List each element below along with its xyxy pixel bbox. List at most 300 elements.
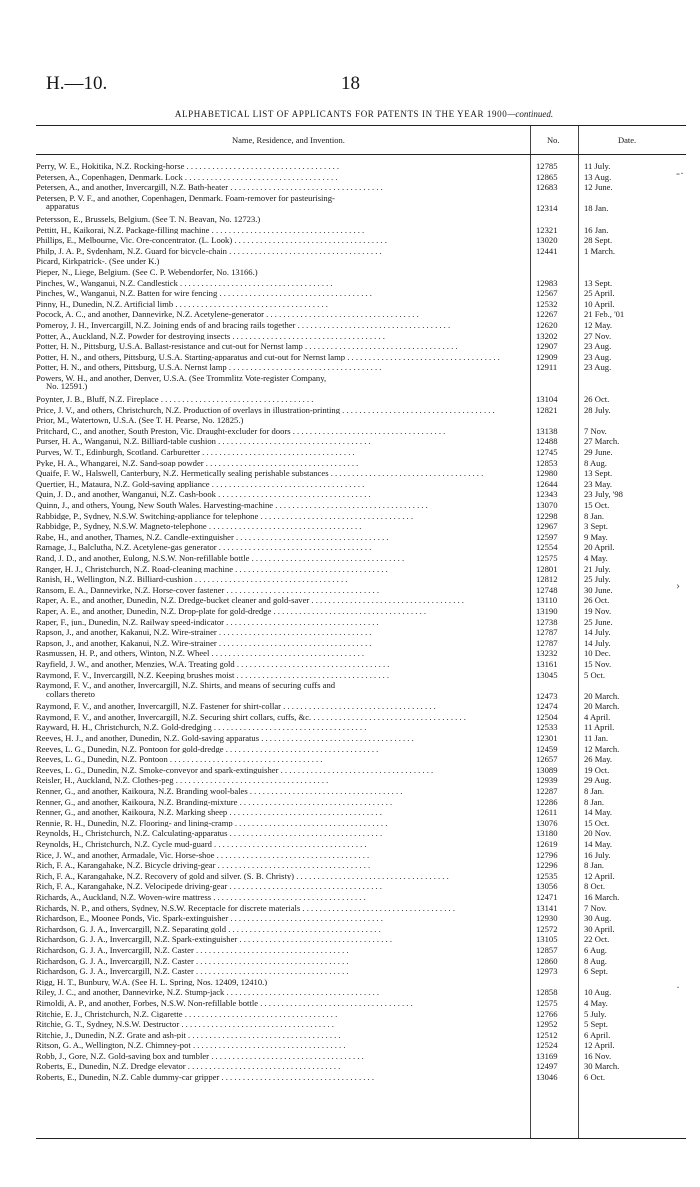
application-date: 4 May. (584, 997, 608, 1008)
applicant-text-continued: apparatus (46, 201, 79, 211)
patent-number: 12301 (536, 733, 558, 744)
application-date: 15 Oct. (584, 817, 610, 828)
table-title-continued: —continued. (507, 109, 554, 119)
table-row (36, 660, 686, 671)
column-header-date: Date. (618, 135, 637, 145)
applicant-entry (36, 522, 528, 531)
applicant-entry (36, 321, 528, 330)
applicant-text: Potter, H. N., Pittsburg, U.S.A. Ballast-resistance and cut-out for Nernst lamp (36, 342, 303, 351)
applicant-text: Renner, G., and another, Kaikoura, N.Z. Marking sheep (36, 808, 228, 817)
dot-leader: . . . . . . . . . . . . . . . . . . . . . . . . . . . . . . . . . . . . (302, 342, 458, 351)
application-date: 29 June. (584, 447, 613, 458)
applicant-text: Rich, F. A., Karangahake, N.Z. Bicycle driving-gear (36, 861, 216, 870)
dot-leader: . . . . . . . . . . . . . . . . . . . . . . . . . . . . . . . . . . . . (209, 649, 365, 658)
dot-leader: . . . . . . . . . . . . . . . . . . . . . . . . . . . . . . . . . . . . (271, 606, 427, 616)
patent-number: 12497 (536, 1061, 558, 1072)
applicant-text-continued: No. 12591.) (46, 381, 88, 392)
patent-number: 13110 (536, 595, 558, 606)
column-header-name: Name, Residence, and Invention. (232, 135, 345, 145)
dot-leader: . . . . . . . . . . . . . . . . . . . . . . . . . . . . . . . . . . . . (227, 829, 383, 838)
patent-number: 12296 (536, 860, 558, 871)
applicant-text: Philp, J. A. P., Sydenham, N.Z. Guard for bicycle-chain (36, 246, 227, 256)
applicant-entry (36, 236, 528, 245)
application-date: 8 Jan. (584, 786, 605, 797)
dot-leader: . . . . . . . . . . . . . . . . . . . . . . . . . . . . . . . . . . . . (278, 765, 434, 775)
applicant-text: Richardson, G. J. A., Invercargill, N.Z. Caster (36, 945, 194, 955)
table-row (36, 607, 686, 618)
patent-number: 13169 (536, 1050, 558, 1061)
applicant-entry (36, 776, 528, 785)
application-date: 20 Nov. (584, 828, 612, 839)
applicant-entry (36, 713, 528, 722)
applicant-entry (36, 533, 528, 542)
application-date: 19 Nov. (584, 605, 612, 616)
applicant-entry (36, 639, 528, 648)
application-date: 7 Nov. (584, 902, 607, 913)
applicant-text: Reynolds, H., Christchurch, N.Z. Cycle mud-guard (36, 840, 212, 849)
application-date: 11 July. (584, 161, 611, 171)
applicant-text: Rayfield, J. W., and another, Menzies, W.A. Treating gold (36, 659, 235, 669)
applicant-entry (36, 565, 528, 574)
applicant-entry (36, 618, 528, 627)
dot-leader: . . . . . . . . . . . . . . . . . . . . . . . . . . . . . . . . . . . . (295, 320, 451, 330)
dot-leader: . . . . . . . . . . . . . . . . . . . . . . . . . . . . . . . . . . . . (193, 967, 349, 976)
applicant-text: Raper, F., jun., Dunedin, N.Z. Railway speed-indicator (36, 617, 224, 627)
applicant-entry (36, 755, 528, 764)
application-date: 15 Oct. (584, 500, 610, 510)
patent-number: 12939 (536, 775, 558, 786)
patent-number: 12267 (536, 309, 558, 320)
patent-number: 12554 (536, 542, 558, 553)
applicant-entry (36, 1073, 528, 1082)
applicant-text: Pinches, W., Wanganui, N.Z. Batten for wire fencing (36, 289, 218, 298)
patent-number: 12865 (536, 171, 558, 182)
patent-number: 12314 (536, 203, 558, 214)
dot-leader: . . . . . . . . . . . . . . . . . . . . . . . . . . . . . . . . . . . . (211, 892, 366, 902)
patent-number: 13232 (536, 648, 558, 659)
dot-leader: . . . . . . . . . . . . . . . . . . . . . . . . . . . . . . . . . . . . (232, 236, 387, 245)
patent-number: 13045 (536, 669, 558, 680)
application-date: 28 July. (584, 404, 611, 415)
applicant-text: Richards, N. P., and others, Sydney, N.S.W. Receptacle for discrete materials (36, 903, 301, 913)
application-date: 20 March. (584, 701, 620, 712)
table-row (36, 257, 686, 268)
applicant-text: Pieper, N., Liege, Belgium. (See C. P. Webendorfer, No. 13166.) (36, 267, 258, 277)
dot-leader: . . . . . . . . . . . . . . . . . . . . . . . . . . . . . . . . . . . . (227, 808, 382, 817)
patent-number: 12321 (536, 224, 558, 235)
application-date: 23 Aug. (584, 351, 612, 362)
application-date: 23 Aug. (584, 362, 612, 373)
application-date: 30 April. (584, 923, 615, 934)
applicant-text: Reisler, H., Auckland, N.Z. Clothes-peg (36, 776, 174, 786)
applicant-entry (36, 353, 528, 362)
patent-number: 12967 (536, 521, 558, 532)
application-date: 8 Jan. (584, 860, 605, 871)
applicant-text: Quin, J. D., and another, Wanganui, N.Z. Cash-book (36, 490, 216, 499)
applicant-text: Raper, A. E., and another, Dunedin, N.Z. Drop-plate for gold-dredge (36, 606, 272, 616)
applicant-text: Quertier, H., Mataura, N.Z. Gold-saving appliance (36, 479, 210, 489)
dot-leader: . . . . . . . . . . . . . . . . . . . . . . . . . . . . . . . . . . . . (228, 914, 383, 923)
applicant-entry (36, 851, 528, 860)
application-date: 11 Jan. (584, 733, 609, 744)
patent-number: 12572 (536, 923, 558, 934)
application-date: 14 May. (584, 807, 613, 818)
dot-leader: . . . . . . . . . . . . . . . . . . . . . . . . . . . . . . . . . . . . (209, 1051, 364, 1061)
dot-leader: . . . . . . . . . . . . . . . . . . . . . . . . . . . . . . . . . . . . (224, 585, 379, 595)
applicant-text: Potter, A., Auckland, N.Z. Powder for destroying insects (36, 331, 231, 341)
dot-leader: . . . . . . . . . . . . . . . . . . . . . . . . . . . . . . . . . . . . (179, 1020, 334, 1029)
table-row (36, 893, 686, 904)
table-row (36, 247, 686, 258)
column-header-no: No. (547, 135, 560, 145)
table-row (36, 999, 686, 1010)
application-date: 12 March. (584, 743, 620, 754)
applicant-entry (36, 395, 528, 404)
applicant-text: Phillips, E., Melbourne, Vic. Ore-concentrator. (L. Look) (36, 236, 233, 245)
dot-leader: . . . . . . . . . . . . . . . . . . . . . . . . . . . . . . . . . . . . (173, 776, 329, 786)
patent-number: 12980 (536, 468, 558, 479)
application-date: 23 May. (584, 478, 613, 489)
applicant-entry (36, 660, 528, 669)
applicant-entry (36, 427, 528, 436)
patent-number: 12473 (536, 690, 558, 701)
applicant-text: Rich, F. A., Karangahake, N.Z. Velocipede driving-gear (36, 882, 228, 891)
dot-leader: . . . . . . . . . . . . . . . . . . . . . . . . . . . . . . . . . . . . (184, 162, 340, 171)
applicant-entry (36, 257, 528, 266)
applicant-entry (36, 702, 528, 711)
patent-number: 12287 (536, 786, 558, 797)
applicant-text: Pettitt, H., Kaikorai, N.Z. Package-filling machine (36, 225, 210, 235)
applicant-entry (36, 310, 528, 319)
application-date: 12 April. (584, 870, 615, 881)
applicant-entry (36, 342, 528, 351)
application-date: 30 March. (584, 1061, 620, 1072)
dot-leader: . . . . . . . . . . . . . . . . . . . . . . . . . . . . . . . . . . . . (182, 172, 338, 182)
patent-number: 12504 (536, 711, 558, 722)
dot-leader: . . . . . . . . . . . . . . . . . . . . . . . . . . . . . . . . . . . . (185, 1030, 341, 1040)
applicant-entry (36, 978, 528, 987)
applicant-text: Pocock, A. C., and another, Dannevirke, N.Z. Acetylene-generator (36, 310, 265, 319)
dot-leader: . . . . . . . . . . . . . . . . . . . . . . . . . . . . . . . . . . . . (345, 352, 500, 362)
applicant-entry (36, 289, 528, 298)
patent-number: 12748 (536, 584, 558, 595)
applicant-entry (36, 512, 528, 521)
patent-number: 12787 (536, 627, 558, 638)
patent-number: 12738 (536, 616, 558, 627)
patent-number: 12911 (536, 362, 558, 373)
table-row (36, 946, 686, 957)
applicant-text: Quinn, J., and others, Young, New South Wales. Harvesting-machine (36, 501, 274, 510)
dot-leader: . . . . . . . . . . . . . . . . . . . . . . . . . . . . . . . . . . . . (309, 596, 464, 605)
applicant-entry (36, 501, 528, 510)
applicant-text: Roberts, E., Dunedin, N.Z. Cable dummy-car gripper (36, 1073, 220, 1082)
applicant-text: Rimoldi, A. P., and another, Forbes, N.S.W. Non-refillable bottle (36, 998, 259, 1008)
applicant-text: Rennie, R. H., Dunedin, N.Z. Flooring- and lining-cramp (36, 818, 233, 828)
applicant-entry (36, 925, 528, 934)
application-date: 23 July, '98 (584, 489, 623, 500)
applicant-text: Petersen, A., and another, Invercargill, N.Z. Bath-heater (36, 183, 229, 192)
dot-leader: . . . . . . . . . . . . . . . . . . . . . . . . . . . . . . . . . . . . (234, 659, 390, 669)
applicant-entry (36, 268, 528, 277)
application-date: 27 March. (584, 436, 620, 447)
application-date: 6 Sept. (584, 966, 608, 977)
applicant-text: Rayward, H. H., Christchurch, N.Z. Gold-dredging (36, 723, 212, 733)
applicant-text: Ritchie, E. J., Christchurch, N.Z. Cigarette (36, 1009, 183, 1019)
applicant-text: Riley, J. C., and another, Dannevirke, N.Z. Stump-jack (36, 988, 225, 997)
applicant-entry (36, 406, 528, 415)
dot-leader: . . . . . . . . . . . . . . . . . . . . . . . . . . . . . . . . . . . . (294, 871, 449, 881)
applicant-entry (36, 1052, 528, 1061)
applicant-entry (36, 957, 528, 966)
dot-leader: . . . . . . . . . . . . . . . . . . . . . . . . . . . . . . . . . . . . (224, 617, 379, 627)
application-date: 5 July. (584, 1008, 607, 1019)
applicant-text: Richardson, G. J. A., Invercargill, N.Z. Spark-extinguisher (36, 935, 238, 944)
dot-leader: . . . . . . . . . . . . . . . . . . . . . . . . . . . . . . . . . . . . (258, 511, 413, 521)
patent-number: 13070 (536, 500, 558, 510)
applicant-text: Rapson, J., and another, Kakanui, N.Z. Wire-strainer (36, 628, 217, 637)
application-date: 10 Dec. (584, 648, 611, 659)
dot-leader: . . . . . . . . . . . . . . . . . . . . . . . . . . . . . . . . . . . . (215, 861, 371, 870)
application-date: 14 May. (584, 839, 613, 849)
applicant-text: Richardson, E., Moonee Ponds, Vic. Spark-extinguisher (36, 914, 229, 923)
applicant-text: Poynter, J. B., Bluff, N.Z. Fireplace (36, 395, 159, 404)
applicant-text: Renner, G., and another, Kaikoura, N.Z. Branding-mixture (36, 797, 238, 807)
dot-leader: . . . . . . . . . . . . . . . . . . . . . . . . . . . . . . . . . . . . (216, 628, 372, 637)
patent-number: 12907 (536, 341, 558, 352)
applicant-entry (36, 226, 528, 235)
applicant-entry (36, 416, 528, 425)
patent-number: 13105 (536, 934, 558, 945)
applicant-text: Raymond, F. V., Invercargill, N.Z. Keeping brushes moist (36, 670, 235, 680)
applicant-entry (36, 1020, 528, 1029)
applicant-text: Richards, A., Auckland, N.Z. Woven-wire mattress (36, 892, 212, 902)
applicant-text: Richardson, G. J. A., Invercargill, N.Z. Caster (36, 956, 194, 966)
applicant-entry (36, 999, 528, 1008)
dot-leader: . . . . . . . . . . . . . . . . . . . . . . . . . . . . . . . . . . . . (209, 225, 365, 235)
applicant-text: Picard, Kirkpatrick-. (See under K.) (36, 257, 160, 266)
applicant-entry (36, 215, 528, 224)
applicant-text: Rabe, H., and another, Thames, N.Z. Candle-extinguisher (36, 532, 234, 542)
patent-number: 12930 (536, 913, 558, 924)
applicant-entry (36, 681, 528, 698)
patent-number: 12644 (536, 478, 558, 489)
application-date: 26 May. (584, 754, 613, 765)
applicant-entry (36, 787, 528, 796)
patent-number: 12785 (536, 161, 558, 171)
dot-leader: . . . . . . . . . . . . . . . . . . . . . . . . . . . . . . . . . . . . (185, 1062, 341, 1072)
dot-leader: . . . . . . . . . . . . . . . . . . . . . . . . . . . . . . . . . . . . (215, 437, 371, 447)
applicant-text: Ritson, G. A., Wellington, N.Z. Chimney-pot (36, 1041, 191, 1050)
applicant-entry (36, 490, 528, 499)
application-date: 13 Aug. (584, 171, 612, 182)
patent-number: 12532 (536, 298, 558, 309)
applicant-text: Rice, J. W., and another, Armadale, Vic. Horse-shoe (36, 850, 215, 860)
applicant-entry (36, 723, 528, 732)
patent-number: 12488 (536, 436, 558, 447)
applicant-entry (36, 162, 528, 171)
application-date: 26 Oct. (584, 595, 610, 606)
applicant-text: Potter, H. N., and others, Pittsburg, U.S.A. Nernst lamp (36, 363, 227, 372)
patent-number: 12745 (536, 447, 558, 458)
application-date: 12 April. (584, 1040, 615, 1051)
applicant-text: Prior, M., Watertown, U.S.A. (See T. H. Pearse, No. 12825.) (36, 416, 244, 425)
applicant-entry (36, 1031, 528, 1040)
application-date: 19 Oct. (584, 764, 610, 775)
applicant-text: Rabbidge, P., Sydney, N.S.W. Magneto-telephone (36, 522, 207, 531)
application-date: 20 March. (584, 690, 620, 701)
patent-number: 12512 (536, 1029, 558, 1040)
patent-number: 12857 (536, 944, 558, 955)
application-date: 4 May. (584, 552, 608, 563)
dot-leader: . . . . . . . . . . . . . . . . . . . . . . . . . . . . . . . . . . . . (226, 246, 382, 256)
applicant-entry (36, 1010, 528, 1019)
applicant-text: Raymond, F. V., and another, Invercargill, N.Z. Fastener for shirt-collar (36, 702, 282, 711)
applicant-entry (36, 819, 528, 828)
dot-leader: . . . . . . . . . . . . . . . . . . . . . . . . . . . . . . . . . . . . (237, 797, 393, 807)
patent-number: 13020 (536, 235, 558, 246)
patent-number: 12909 (536, 351, 558, 362)
application-date: 15 Nov. (584, 658, 612, 669)
dot-leader: . . . . . . . . . . . . . . . . . . . . . . . . . . . . . . . . . . . . (224, 988, 380, 997)
margin-mark: › (676, 578, 680, 592)
applicant-entry (36, 459, 528, 468)
application-date: 22 Oct. (584, 934, 610, 945)
application-date: 29 Aug. (584, 775, 612, 786)
application-date: 26 Oct. (584, 394, 610, 405)
dot-leader: . . . . . . . . . . . . . . . . . . . . . . . . . . . . . . . . . . . . (273, 501, 428, 510)
dot-leader: . . . . . . . . . . . . . . . . . . . . . . . . . . . . . . . . . . . . (230, 331, 385, 341)
dot-leader: . . . . . . . . . . . . . . . . . . . . . . . . . . . . . . . . . . . . (226, 363, 382, 372)
patent-number: 12575 (536, 552, 558, 563)
patent-number: 12683 (536, 182, 558, 193)
applicant-text: Purves, W. T., Edinburgh, Scotland. Carburetter (36, 448, 200, 457)
patent-number: 12812 (536, 574, 558, 585)
applicant-text: Richardson, G. J. A., Invercargill, N.Z. Separating gold (36, 924, 227, 934)
applicant-entry (36, 554, 528, 563)
applicant-text: Richardson, G. J. A., Invercargill, N.Z. Caster (36, 967, 194, 976)
application-date: 18 Jan. (584, 203, 609, 214)
patent-number: 12524 (536, 1040, 558, 1051)
applicant-text: Reynolds, H., Christchurch, N.Z. Calculating-apparatus (36, 829, 228, 838)
table-row (36, 321, 686, 332)
application-date: 16 Jan. (584, 224, 609, 235)
applicant-text: Ranish, H., Wellington, N.Z. Billiard-cushion (36, 575, 193, 584)
applicant-text: Reeves, L. G., Dunedin, N.Z. Pontoon (36, 755, 168, 764)
dot-leader: . . . . . . . . . . . . . . . . . . . . . . . . . . . . . . . . . . . . (206, 522, 362, 531)
applicant-text-continued: collars thereto (46, 688, 95, 699)
patent-number: 12796 (536, 849, 558, 860)
applicant-entry (36, 194, 528, 211)
application-date: 8 Oct. (584, 881, 606, 892)
dot-leader: . . . . . . . . . . . . . . . . . . . . . . . . . . . . . . . . . . . . (193, 956, 349, 966)
applicant-text: Reeves, H. J., and another, Dunedin, N.Z. Gold-saving apparatus (36, 734, 260, 743)
dot-leader: . . . . . . . . . . . . . . . . . . . . . . . . . . . . . . . . . . . . (226, 924, 381, 934)
dot-leader: . . . . . . . . . . . . . . . . . . . . . . . . . . . . . . . . . . . . (216, 638, 372, 648)
table-row (36, 374, 686, 395)
applicant-entry (36, 1041, 528, 1050)
application-date: 16 July. (584, 849, 611, 860)
applicant-entry (36, 861, 528, 870)
applicant-entry (36, 882, 528, 891)
application-date: 5 Sept. (584, 1019, 608, 1030)
patent-number: 13138 (536, 425, 558, 436)
patent-number: 12619 (536, 839, 558, 849)
application-date: 8 Jan. (584, 510, 605, 521)
applicant-text: Quaife, F. W., Halswell, Canterbury, N.Z. Hermetically sealing perishable substances (36, 469, 329, 478)
applicant-text: Petersen, A., Copenhagen, Denmark. Lock (36, 172, 183, 182)
applicant-entry (36, 300, 528, 309)
dot-leader: . . . . . . . . . . . . . . . . . . . . . . . . . . . . . . . . . . . . (281, 702, 436, 711)
application-date: 4 April. (584, 711, 611, 722)
application-date: 12 May. (584, 319, 613, 330)
margin-mark: · (676, 980, 680, 994)
dot-leader: . . . . . . . . . . . . . . . . . . . . . . . . . . . . . . . . . . . . (228, 183, 383, 192)
patent-number: 12611 (536, 807, 558, 818)
dot-leader: . . . . . . . . . . . . . . . . . . . . . . . . . . . . . . . . . . . . (258, 998, 413, 1008)
applicant-text: Roberts, E., Dunedin, N.Z. Dredge elevator (36, 1062, 186, 1072)
patent-number: 12471 (536, 891, 558, 902)
application-date: 10 April. (584, 298, 615, 309)
patent-number: 13180 (536, 828, 558, 839)
application-date: 6 Oct. (584, 1072, 606, 1083)
applicant-entry (36, 437, 528, 446)
applicant-entry (36, 967, 528, 976)
applicant-text: Pinches, W., Wanganui, N.Z. Candlestick (36, 278, 178, 288)
dot-leader: . . . . . . . . . . . . . . . . . . . . . . . . . . . . . . . . . . . . (264, 310, 419, 319)
application-date: 1 March. (584, 245, 616, 256)
patent-number: 12853 (536, 457, 558, 468)
applicant-entry (36, 1062, 528, 1071)
dot-leader: . . . . . . . . . . . . . . . . . . . . . . . . . . . . . . . . . . . . (247, 787, 403, 796)
applicant-text: Raymond, F. V., and another, Invercargill, N.Z. Shirts, and means of securing cuffs and (36, 681, 336, 691)
patent-number: 12575 (536, 997, 558, 1008)
applicant-text: Raper, A. E., and another, Dunedin, N.Z. Dredge-bucket cleaner and gold-saver (36, 596, 310, 605)
dot-leader: . . . . . . . . . . . . . . . . . . . . . . . . . . . . . . . . . . . . (211, 723, 367, 733)
application-date: 3 Sept. (584, 521, 608, 532)
applicant-entry (36, 649, 528, 658)
applicant-text: Rich, F. A., Karangahake, N.Z. Recovery of gold and silver. (S. B. Christy) (36, 871, 295, 881)
dot-leader: . . . . . . . . . . . . . . . . . . . . . . . . . . . . . . . . . . . . (167, 755, 323, 764)
patent-number: 12766 (536, 1008, 558, 1019)
patent-number: 12821 (536, 404, 558, 415)
table-row (36, 554, 686, 565)
applicant-text: Perry, W. E., Hokitika, N.Z. Rocking-horse (36, 162, 185, 171)
applicant-text: Pyke, H. A., Whangarei, N.Z. Sand-soap powder (36, 458, 204, 468)
patent-number: 13056 (536, 881, 558, 892)
table-row (36, 967, 686, 978)
dot-leader: . . . . . . . . . . . . . . . . . . . . . . . . . . . . . . . . . . . . (227, 882, 382, 891)
table-header (36, 126, 686, 155)
patent-number: 12952 (536, 1019, 558, 1030)
table-row (36, 1073, 686, 1084)
applicant-entry (36, 480, 528, 489)
applicant-entry (36, 332, 528, 341)
dot-leader: . . . . . . . . . . . . . . . . . . . . . . . . . . . . . . . . . . . . (233, 532, 389, 542)
applicant-text: Raymond, F. V., and another, Invercargill, N.Z. Securing shirt collars, cuffs, &c. (36, 712, 312, 722)
applicant-entry (36, 628, 528, 637)
patent-number: 12567 (536, 288, 558, 299)
applicant-entry (36, 904, 528, 913)
patent-number: 12787 (536, 637, 558, 648)
application-date: 20 April. (584, 542, 615, 553)
patent-number: 12657 (536, 754, 558, 765)
application-date: 30 June. (584, 584, 613, 595)
applicant-entry (36, 469, 528, 478)
application-date: 10 Aug. (584, 987, 612, 998)
dot-leader: . . . . . . . . . . . . . . . . . . . . . . . . . . . . . . . . . . . . (311, 712, 466, 722)
patent-number: 13089 (536, 764, 558, 775)
applicant-text: Pomeroy, J. H., Invercargill, N.Z. Joining ends of and bracing rails together (36, 320, 296, 330)
